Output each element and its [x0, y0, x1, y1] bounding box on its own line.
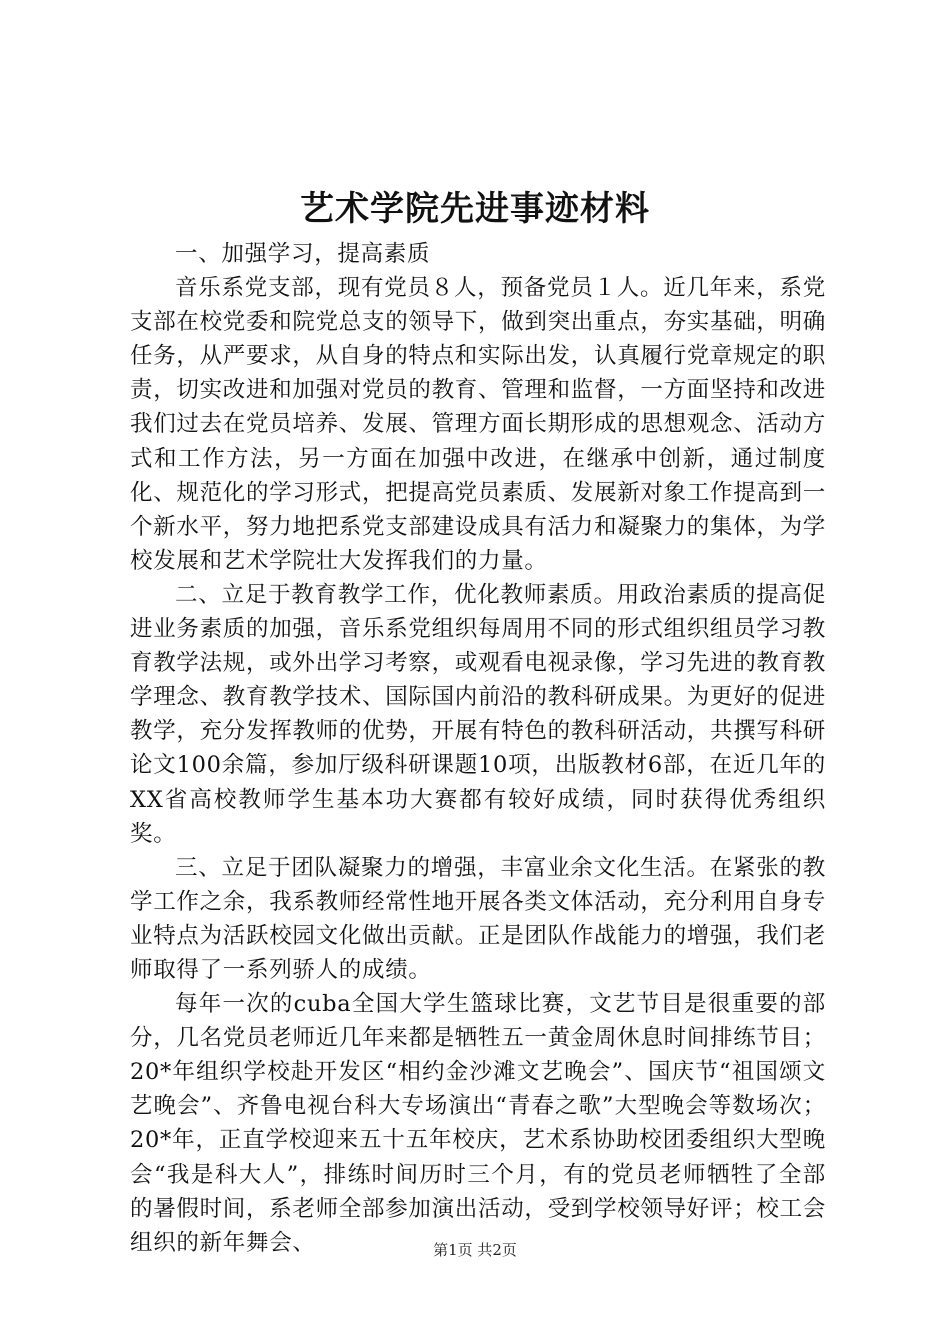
- document-title: 艺术学院先进事迹材料: [300, 189, 650, 229]
- paragraph-4: 每年一次的cuba全国大学生篮球比赛，文艺节目是很重要的部分，几名党员老师近几年来都是牺牲五一黄金周休息时间排练节目；20*年组织学校赴开发区“相约金沙滩文艺晚会”、国庆节“祖国颂文艺晚会”、齐鲁电视台科大专场演出“青春之歌”大型晚会等数场次；20*年，正直学校迎来五十五年校庆，艺术系协助校团委组织大型晚会“我是科大人”，排练时间历时三个月，有的党员老师牺牲了全部的暑假时间，系老师全部参加演出活动，受到学校领导好评；校工会组织的新年舞会、: [130, 991, 827, 1256]
- document-body: [130, 237, 826, 1260]
- page-footer: 第1页 共2页: [433, 1241, 517, 1259]
- paragraph-3: 三、立足于团队凝聚力的增强，丰富业余文化生活。在紧张的教学工作之余，我系教师经常性地开展各类文体活动，充分利用自身专业特点为活跃校园文化做出贡献。正是团队作战能力的增强，我们老师取得了一系列骄人的成绩。: [130, 854, 827, 983]
- paragraph-1: 音乐系党支部，现有党员８人，预备党员１人。近几年来，系党支部在校党委和院党总支的领导下，做到突出重点，夯实基础，明确任务，从严要求，从自身的特点和实际出发，认真履行党章规定的职责，切实改进和加强对党员的教育、管理和监督，一方面坚持和改进我们过去在党员培养、发展、管理方面长期形成的思想观念、活动方式和工作方法，另一方面在加强中改进，在继承中创新，通过制度化、规范化的学习形式，把提高党员素质、发展新对象工作提高到一个新水平，努力地把系党支部建设成具有活力和凝聚力的集体，为学校发展和艺术学院壮大发挥我们的力量。: [130, 275, 827, 574]
- paragraph-2: 二、立足于教育教学工作，优化教师素质。用政治素质的提高促进业务素质的加强，音乐系党组织每周用不同的形式组织组员学习教育教学法规，或外出学习考察，或观看电视录像，学习先进的教育教学理念、教育教学技术、国际国内前沿的教科研成果。为更好的促进教学，充分发挥教师的优势，开展有特色的教科研活动，共撰写科研论文100余篇，参加厅级科研课题10项，出版教材6部，在近几年的XX省高校教师学生基本功大赛都有较好成绩，同时获得优秀组织奖。: [130, 581, 827, 847]
- section-heading-1: 一、加强学习，提高素质: [175, 241, 431, 267]
